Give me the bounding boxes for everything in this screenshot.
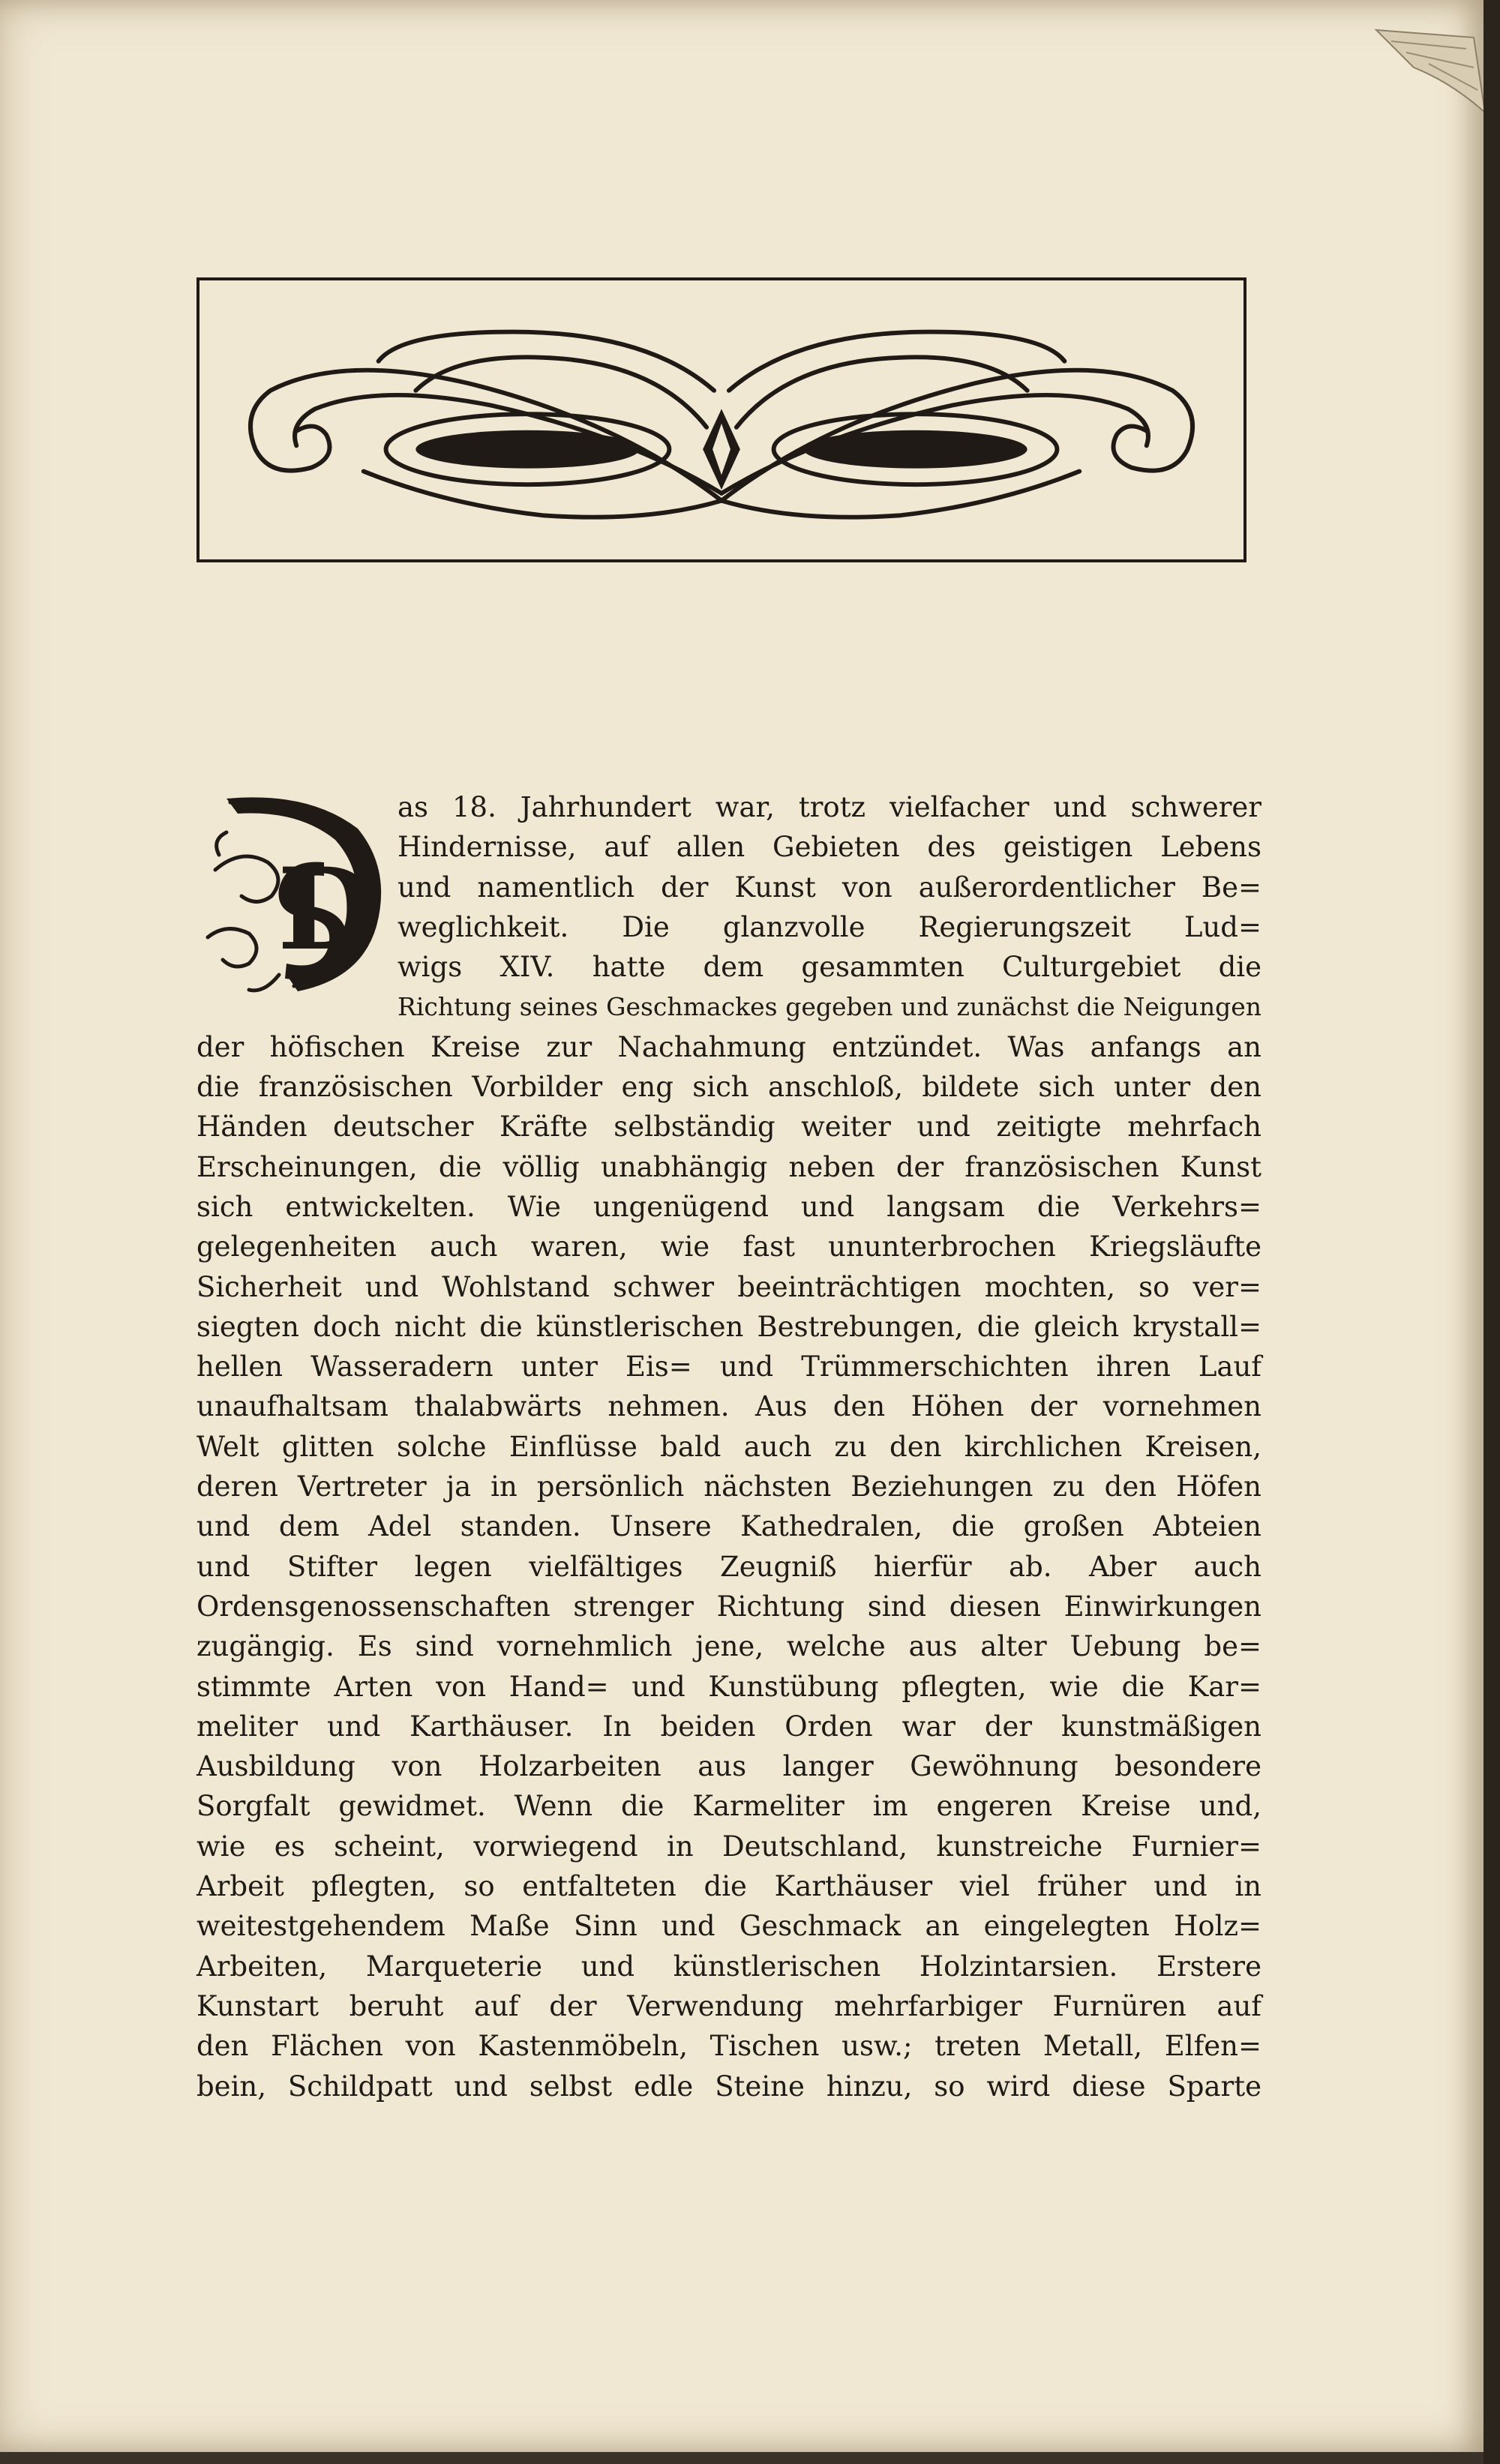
text-line-9: Händen deutscher Kräfte selbständig weiter und zeitigte mehrfach xyxy=(196,1111,1262,1144)
text-line-23: stimmte Arten von Hand= und Kunstübung pflegten, wie die Kar= xyxy=(196,1670,1262,1703)
text-line-25: Ausbildung von Holzarbeiten aus langer Gewöhnung besondere xyxy=(196,1750,1262,1783)
text-line-19: und dem Adel standen. Unsere Kathedralen, die großen Abteien xyxy=(196,1510,1262,1543)
text-line-33: bein, Schildpatt und selbst edle Steine hinzu, so wird diese Sparte xyxy=(196,2070,1262,2103)
text-line-7: der höfischen Kreise zur Nachahmung entzündet. Was anfangs an xyxy=(196,1030,1262,1063)
text-line-18: deren Vertreter ja in persönlich nächsten Beziehungen zu den Höfen xyxy=(196,1470,1262,1503)
text-line-28: Arbeit pflegten, so entfalteten die Karthäuser viel früher und in xyxy=(196,1870,1262,1903)
text-line-3: und namentlich der Kunst von außerordentlicher Be= xyxy=(398,871,1262,904)
text-line-32: den Flächen von Kastenmöbeln, Tischen usw.; treten Metall, Elfen= xyxy=(196,2030,1262,2063)
text-line-17: Welt glitten solche Einflüsse bald auch zu den kirchlichen Kreisen, xyxy=(196,1430,1262,1463)
text-line-20: und Stifter legen vielfältiges Zeugniß hierfür ab. Aber auch xyxy=(196,1550,1262,1583)
body-text xyxy=(196,787,1262,2106)
drop-cap-initial xyxy=(196,787,384,997)
text-line-8: die französischen Vorbilder eng sich anschloß, bildete sich unter den xyxy=(196,1071,1262,1104)
drop-cap-letter: D xyxy=(278,844,376,976)
text-line-13: Sicherheit und Wohlstand schwer beeinträchtigen mochten, so ver= xyxy=(196,1270,1262,1303)
text-line-11: sich entwickelten. Wie ungenügend und langsam die Verkehrs= xyxy=(196,1190,1262,1223)
text-line-29: weitestgehendem Maße Sinn und Geschmack an eingelegten Holz= xyxy=(196,1910,1262,1943)
text-line-2: Hindernisse, auf allen Gebieten des geistigen Lebens xyxy=(398,831,1262,864)
text-line-4: weglichkeit. Die glanzvolle Regierungszeit Lud= xyxy=(398,910,1262,943)
text-line-22: zugängig. Es sind vornehmlich jene, welche aus alter Uebung be= xyxy=(196,1630,1262,1663)
text-line-24: meliter und Karthäuser. In beiden Orden war der kunstmäßigen xyxy=(196,1710,1262,1743)
text-line-15: hellen Wasseradern unter Eis= und Trümmerschichten ihren Lauf xyxy=(196,1350,1262,1383)
text-line-30: Arbeiten, Marqueterie und künstlerischen Holzintarsien. Erstere xyxy=(196,1950,1262,1983)
text-line-5: wigs XIV. hatte dem gesammten Culturgebiet die xyxy=(398,951,1262,984)
ornamental-header-frame xyxy=(196,277,1246,562)
text-line-27: wie es scheint, vorwiegend in Deutschland, kunstreiche Furnier= xyxy=(196,1830,1262,1863)
text-line-16: unaufhaltsam thalabwärts nehmen. Aus den Höhen der vornehmen xyxy=(196,1390,1262,1423)
text-line-1: as 18. Jahrhundert war, trotz vielfacher und schwerer xyxy=(398,791,1262,823)
text-line-26: Sorgfalt gewidmet. Wenn die Karmeliter im engeren Kreise und, xyxy=(196,1790,1262,1823)
text-line-6: Richtung seines Geschmackes gegeben und zunächst die Neigungen xyxy=(398,992,1262,1022)
art-nouveau-ornament xyxy=(200,280,1244,559)
text-line-21: Ordensgenossenschaften strenger Richtung sind diesen Einwirkungen xyxy=(196,1590,1262,1623)
text-line-31: Kunstart beruht auf der Verwendung mehrfarbiger Furnüren auf xyxy=(196,1989,1262,2022)
text-line-10: Erscheinungen, die völlig unabhängig neben der französischen Kunst xyxy=(196,1150,1262,1183)
ornamental-initial-d xyxy=(196,787,384,997)
scan-background-edge xyxy=(1484,0,1500,2464)
text-line-12: gelegenheiten auch waren, wie fast ununterbrochen Kriegsläufte xyxy=(196,1231,1262,1263)
text-line-14: siegten doch nicht die künstlerischen Bestrebungen, die gleich krystall= xyxy=(196,1310,1262,1343)
worn-corner xyxy=(1361,22,1489,127)
